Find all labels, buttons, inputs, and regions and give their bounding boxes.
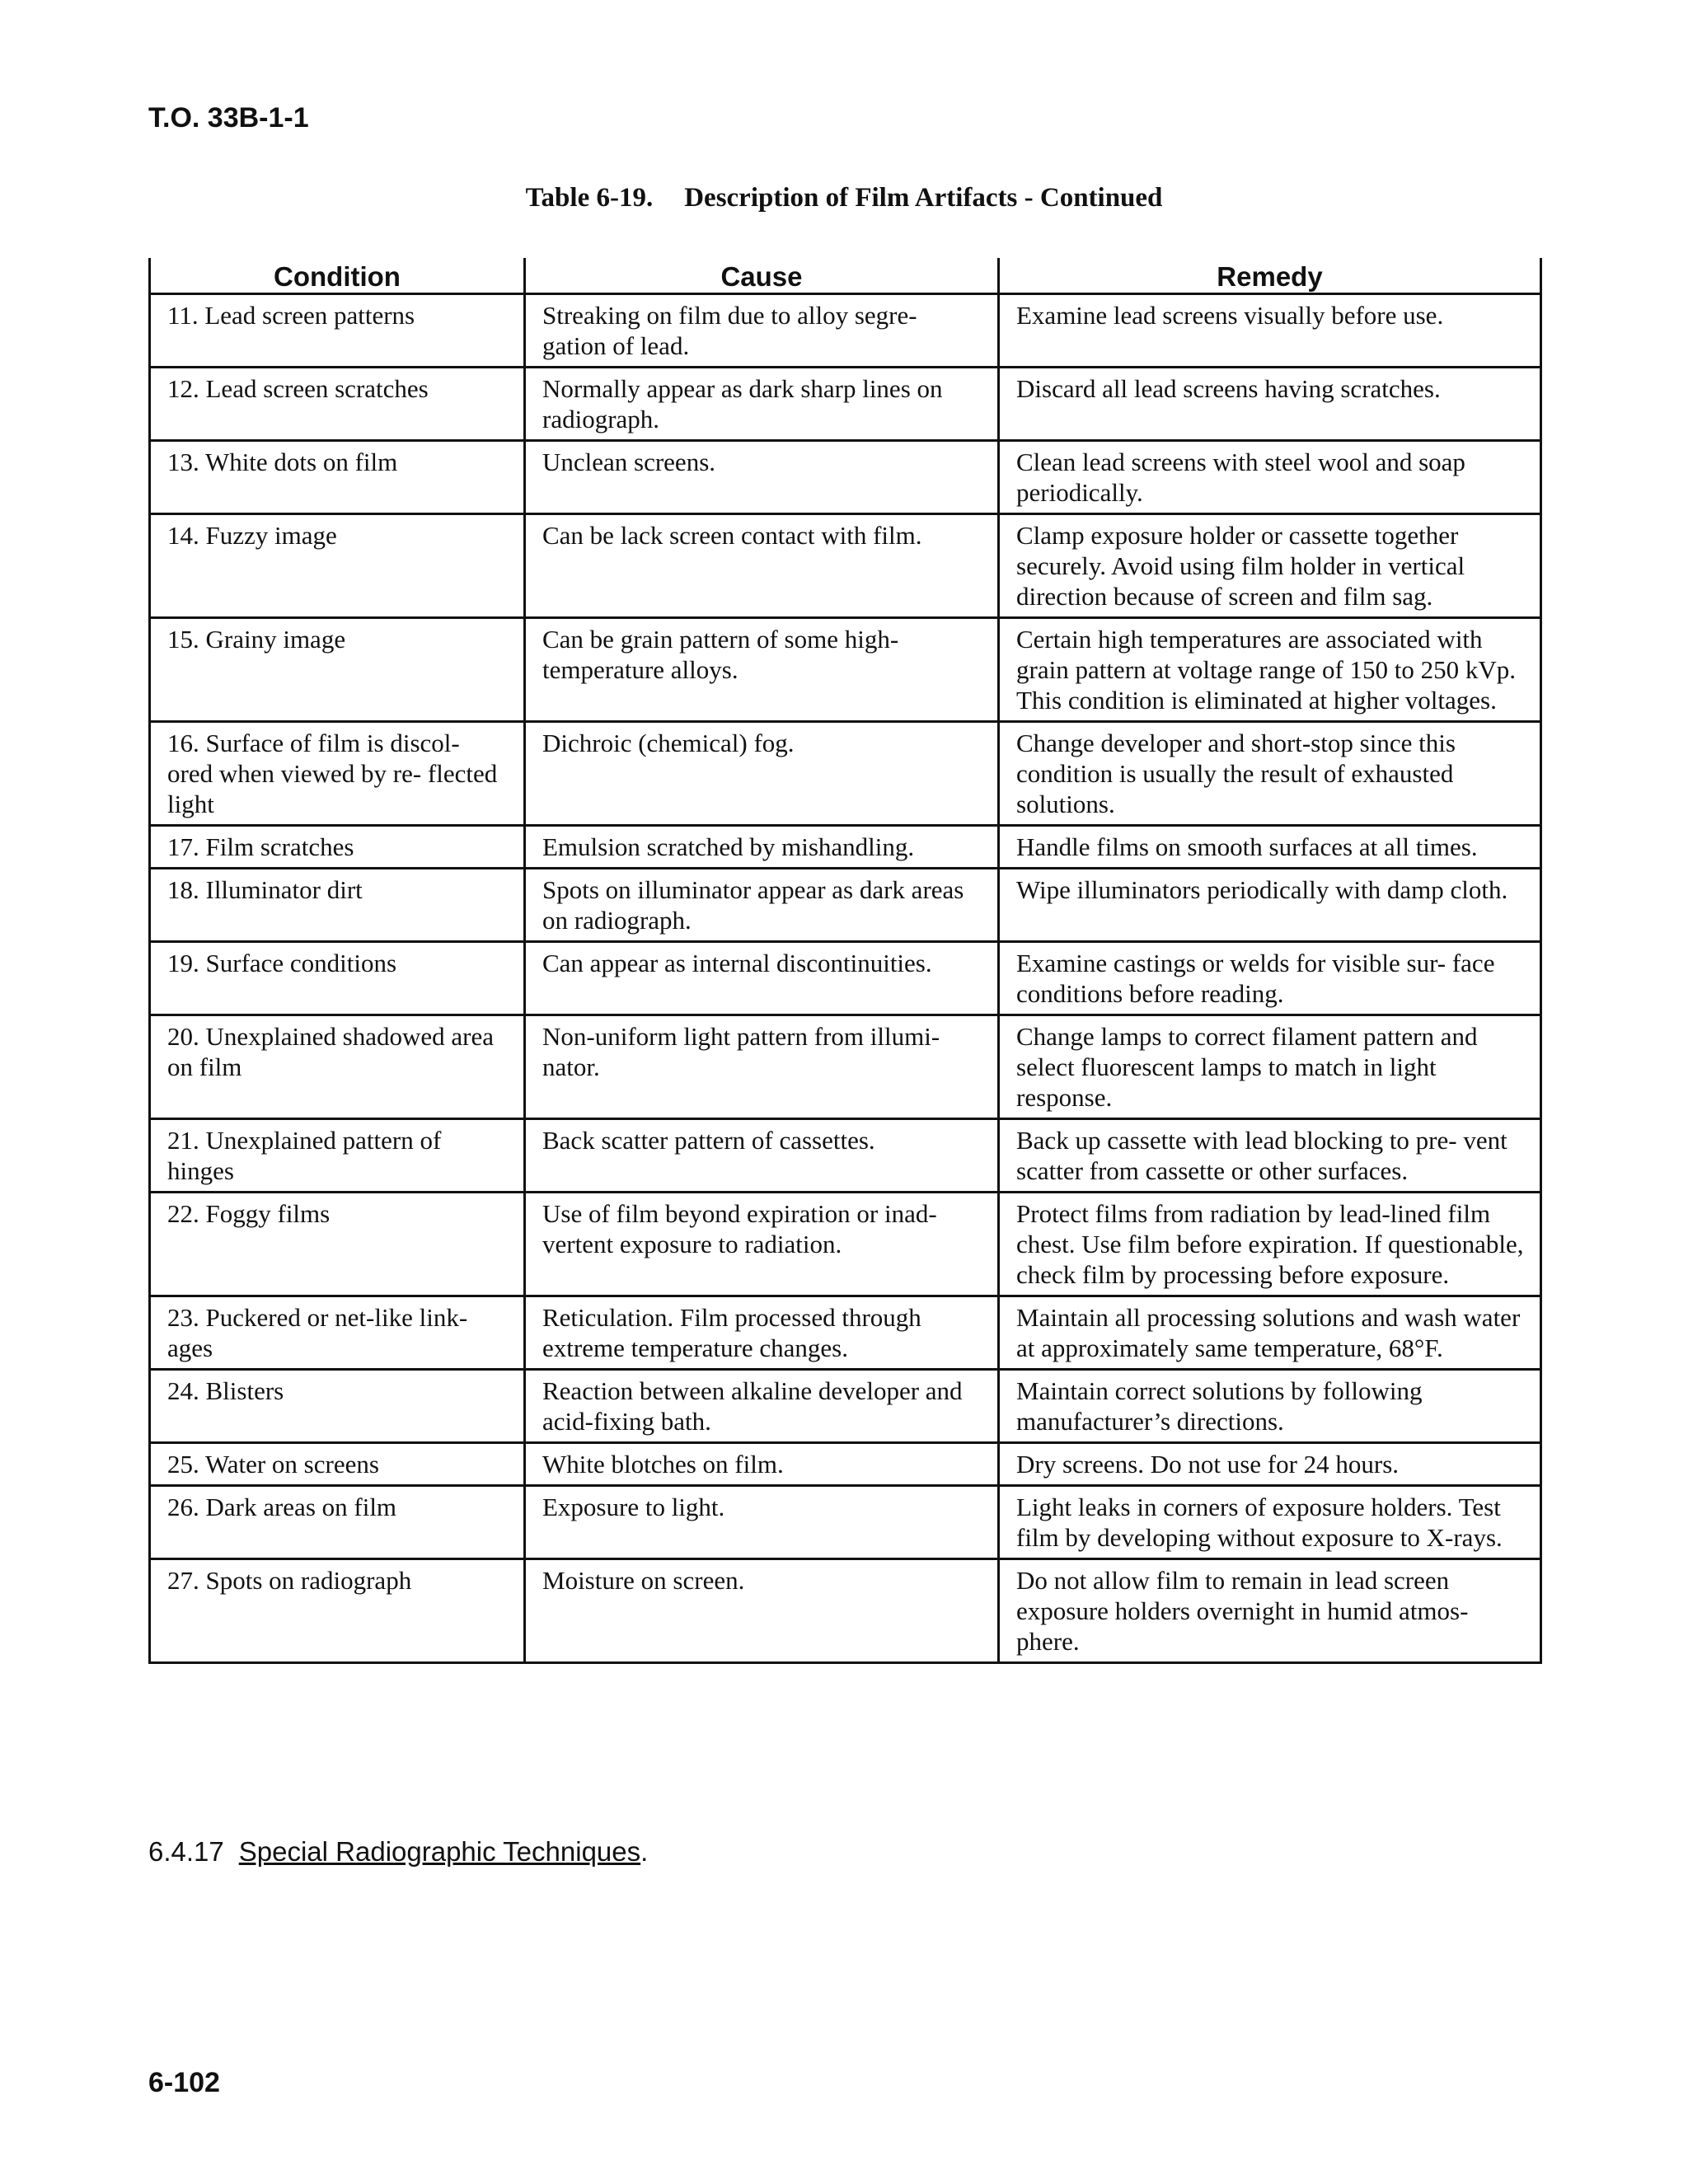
cell-cause: Spots on illuminator appear as dark areas on radiograph. <box>525 869 999 942</box>
cell-condition: 15. Grainy image <box>150 618 525 722</box>
table-row <box>150 722 1541 826</box>
table-title-text: Description of Film Artifacts - Continued <box>684 183 1163 213</box>
cell-remedy: Handle films on smooth surfaces at all times. <box>999 826 1541 869</box>
cell-cause: Moisture on screen. <box>525 1559 999 1663</box>
cell-remedy: Protect films from radiation by lead-lined film chest. Use film before expiration. If questionable, check film by processing before exposure. <box>999 1193 1541 1296</box>
table-row <box>150 294 1541 368</box>
cell-condition: 18. Illuminator dirt <box>150 869 525 942</box>
cell-remedy: Change developer and short-stop since this condition is usually the result of exhausted solutions. <box>999 722 1541 826</box>
table-row <box>150 441 1541 514</box>
cell-remedy: Examine lead screens visually before use. <box>999 294 1541 368</box>
table-row <box>150 1370 1541 1443</box>
cell-condition: 24. Blisters <box>150 1370 525 1443</box>
cell-condition: 21. Unexplained pattern of hinges <box>150 1119 525 1193</box>
cell-condition: 16. Surface of film is discol- ored when viewed by re- flected light <box>150 722 525 826</box>
cell-cause: Use of film beyond expiration or inad- vertent exposure to radiation. <box>525 1193 999 1296</box>
cell-cause: Can appear as internal discontinuities. <box>525 942 999 1015</box>
cell-remedy: Maintain correct solutions by following manufacturer’s directions. <box>999 1370 1541 1443</box>
cell-condition: 11. Lead screen patterns <box>150 294 525 368</box>
film-artifacts-table <box>148 258 1542 1664</box>
cell-cause: Emulsion scratched by mishandling. <box>525 826 999 869</box>
cell-cause: Streaking on film due to alloy segre- gation of lead. <box>525 294 999 368</box>
cell-remedy: Certain high temperatures are associated with grain pattern at voltage range of 150 to 250 kVp. This condition is eliminated at higher voltages. <box>999 618 1541 722</box>
table-row <box>150 1015 1541 1119</box>
cell-remedy: Dry screens. Do not use for 24 hours. <box>999 1443 1541 1486</box>
cell-cause: Reaction between alkaline developer and acid-fixing bath. <box>525 1370 999 1443</box>
cell-remedy: Clean lead screens with steel wool and soap periodically. <box>999 441 1541 514</box>
cell-cause: Non-uniform light pattern from illumi- nator. <box>525 1015 999 1119</box>
column-header-condition: Condition <box>150 258 525 294</box>
cell-condition: 20. Unexplained shadowed area on film <box>150 1015 525 1119</box>
cell-cause: Back scatter pattern of cassettes. <box>525 1119 999 1193</box>
table-row <box>150 514 1541 618</box>
cell-condition: 25. Water on screens <box>150 1443 525 1486</box>
cell-cause: Normally appear as dark sharp lines on radiograph. <box>525 368 999 441</box>
table-header-row <box>150 258 1541 294</box>
cell-cause: Exposure to light. <box>525 1486 999 1559</box>
table-row <box>150 1193 1541 1296</box>
cell-cause: Dichroic (chemical) fog. <box>525 722 999 826</box>
cell-condition: 26. Dark areas on film <box>150 1486 525 1559</box>
cell-cause: Unclean screens. <box>525 441 999 514</box>
cell-remedy: Discard all lead screens having scratches. <box>999 368 1541 441</box>
cell-condition: 23. Puckered or net-like link- ages <box>150 1296 525 1370</box>
cell-cause: White blotches on film. <box>525 1443 999 1486</box>
cell-remedy: Wipe illuminators periodically with damp cloth. <box>999 869 1541 942</box>
table-title <box>0 183 1688 213</box>
document-id: T.O. 33B-1-1 <box>148 102 309 134</box>
section-title-link[interactable]: Special Radiographic Techniques <box>238 1836 641 1867</box>
table-row <box>150 1443 1541 1486</box>
table-row <box>150 869 1541 942</box>
table-row <box>150 1296 1541 1370</box>
cell-condition: 19. Surface conditions <box>150 942 525 1015</box>
cell-cause: Reticulation. Film processed through extreme temperature changes. <box>525 1296 999 1370</box>
cell-cause: Can be grain pattern of some high- temperature alloys. <box>525 618 999 722</box>
table-row <box>150 1119 1541 1193</box>
section-trailing: . <box>640 1836 649 1867</box>
cell-cause: Can be lack screen contact with film. <box>525 514 999 618</box>
table-row <box>150 618 1541 722</box>
section-reference <box>148 1836 648 1868</box>
cell-remedy: Maintain all processing solutions and wash water at approximately same temperature, 68°F. <box>999 1296 1541 1370</box>
column-header-remedy: Remedy <box>999 258 1541 294</box>
table-row <box>150 1559 1541 1663</box>
page-number: 6-102 <box>148 2067 220 2098</box>
cell-condition: 17. Film scratches <box>150 826 525 869</box>
column-header-cause: Cause <box>525 258 999 294</box>
cell-condition: 22. Foggy films <box>150 1193 525 1296</box>
cell-remedy: Back up cassette with lead blocking to pre- vent scatter from cassette or other surfaces. <box>999 1119 1541 1193</box>
table-body <box>150 294 1541 1663</box>
cell-condition: 14. Fuzzy image <box>150 514 525 618</box>
table-row <box>150 1486 1541 1559</box>
section-number: 6.4.17 <box>148 1836 224 1867</box>
cell-condition: 12. Lead screen scratches <box>150 368 525 441</box>
cell-remedy: Examine castings or welds for visible sur- face conditions before reading. <box>999 942 1541 1015</box>
table-row <box>150 826 1541 869</box>
cell-condition: 27. Spots on radiograph <box>150 1559 525 1663</box>
cell-remedy: Change lamps to correct filament pattern and select fluorescent lamps to match in light response. <box>999 1015 1541 1119</box>
table-row <box>150 368 1541 441</box>
table-number: Table 6-19. <box>525 183 654 213</box>
cell-remedy: Clamp exposure holder or cassette together securely. Avoid using film holder in vertical direction because of screen and film sag. <box>999 514 1541 618</box>
cell-remedy: Do not allow film to remain in lead screen exposure holders overnight in humid atmos- phere. <box>999 1559 1541 1663</box>
cell-condition: 13. White dots on film <box>150 441 525 514</box>
table-row <box>150 942 1541 1015</box>
cell-remedy: Light leaks in corners of exposure holders. Test film by developing without exposure to X-rays. <box>999 1486 1541 1559</box>
